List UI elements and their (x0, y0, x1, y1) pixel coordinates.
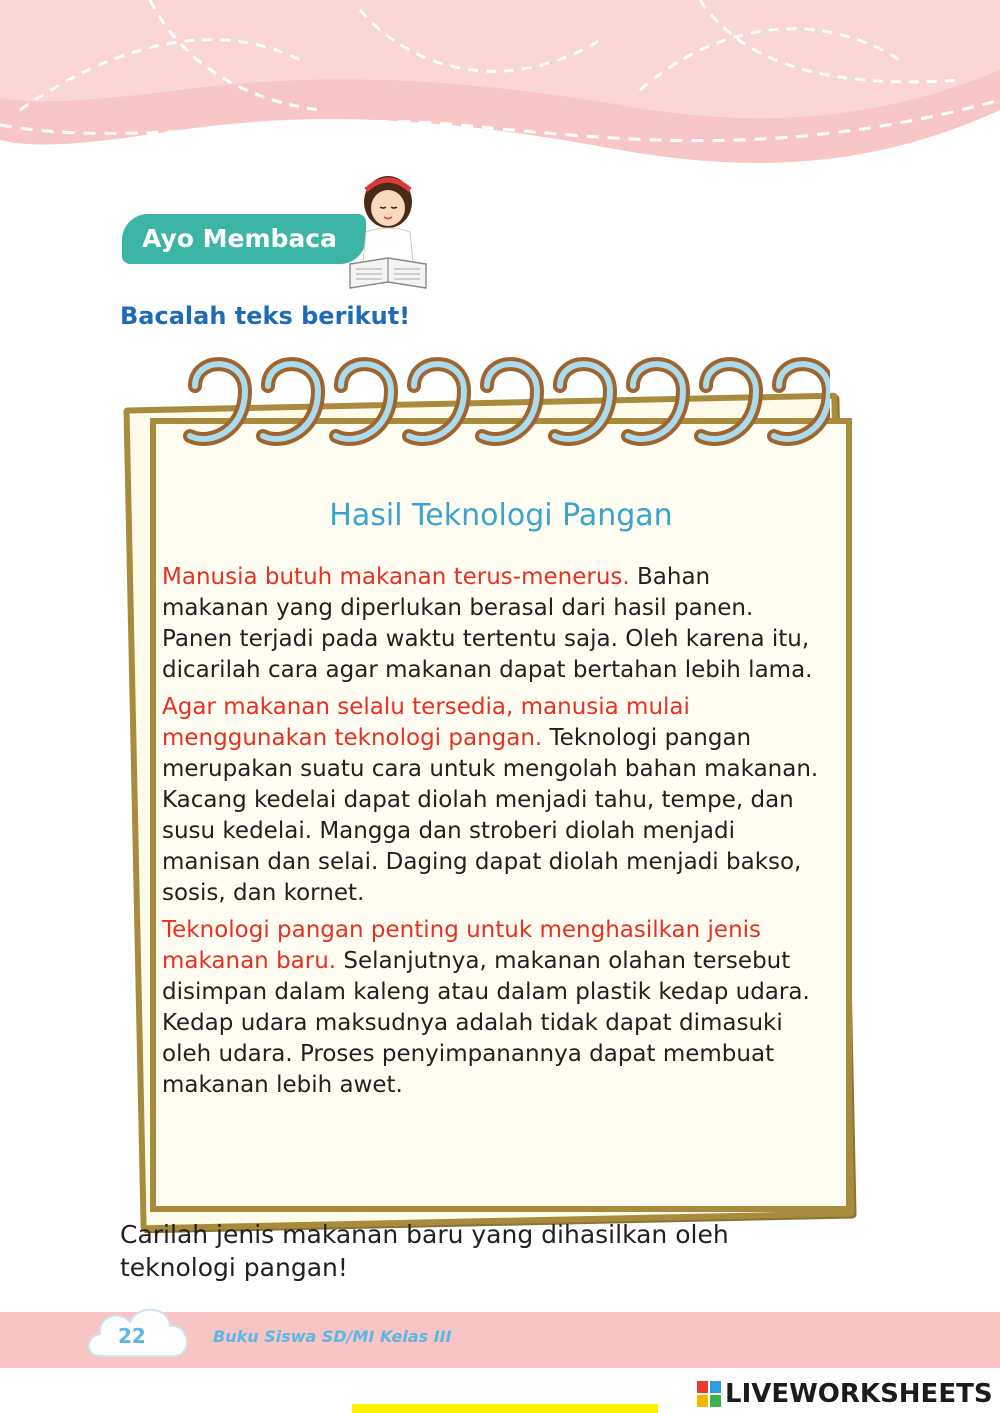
paragraph-2-text: Teknologi pangan merupakan suatu cara untuk mengolah bahan makanan. Kacang kedelai dapat diolah menjadi tahu, tempe, dan susu kedelai. Mangga dan stroberi diolah menjadi manisan dan selai. Daging dapat diolah menjadi bakso, sosis, dan kornet. (162, 725, 819, 906)
instruction-heading: Bacalah teks berikut! (120, 302, 411, 330)
paragraph-1-highlight: Manusia butuh makanan terus-menerus. (162, 564, 630, 590)
book-caption: Buku Siswa SD/MI Kelas III (213, 1327, 452, 1346)
paragraph-1-text: Bahan makanan yang diperlukan berasal dari hasil panen. Panen terjadi pada waktu tertentu saja. Oleh karena itu, dicarilah cara agar makanan dapat bertahan lebih lama. (162, 564, 813, 683)
paragraph-3-text: Selanjutnya, makanan olahan tersebut disimpan dalam kaleng atau dalam plastik kedap udara. Kedap udara maksudnya adalah tidak dapat dimasuki oleh udara. Proses penyimpanannya dapat membuat makanan lebih awet. (162, 948, 810, 1098)
paragraph-3 (162, 915, 822, 1101)
liveworksheets-logo-icon (697, 1381, 721, 1407)
top-wave-banner (0, 0, 1000, 190)
page-number: 22 (118, 1324, 146, 1348)
paragraph-3-highlight: Teknologi pangan penting untuk menghasilkan jenis makanan baru. (162, 917, 762, 974)
paragraph-1 (162, 562, 822, 686)
notebook-spiral-icon (170, 346, 830, 476)
paragraph-2-highlight: Agar makanan selalu tersedia, manusia mulai menggunakan teknologi pangan. (162, 694, 690, 751)
section-label-ayo-membaca: Ayo Membaca (122, 214, 366, 264)
note-title: Hasil Teknologi Pangan (329, 498, 673, 533)
question-text: Carilah jenis makanan baru yang dihasilkan oleh teknologi pangan! (120, 1220, 729, 1282)
watermark-text: LIVEWORKSHEETS (725, 1379, 993, 1409)
reading-girl-icon (338, 172, 438, 292)
yellow-strip (352, 1404, 658, 1413)
paragraph-2 (162, 692, 822, 909)
note-body (162, 562, 822, 1107)
liveworksheets-watermark (697, 1376, 993, 1412)
